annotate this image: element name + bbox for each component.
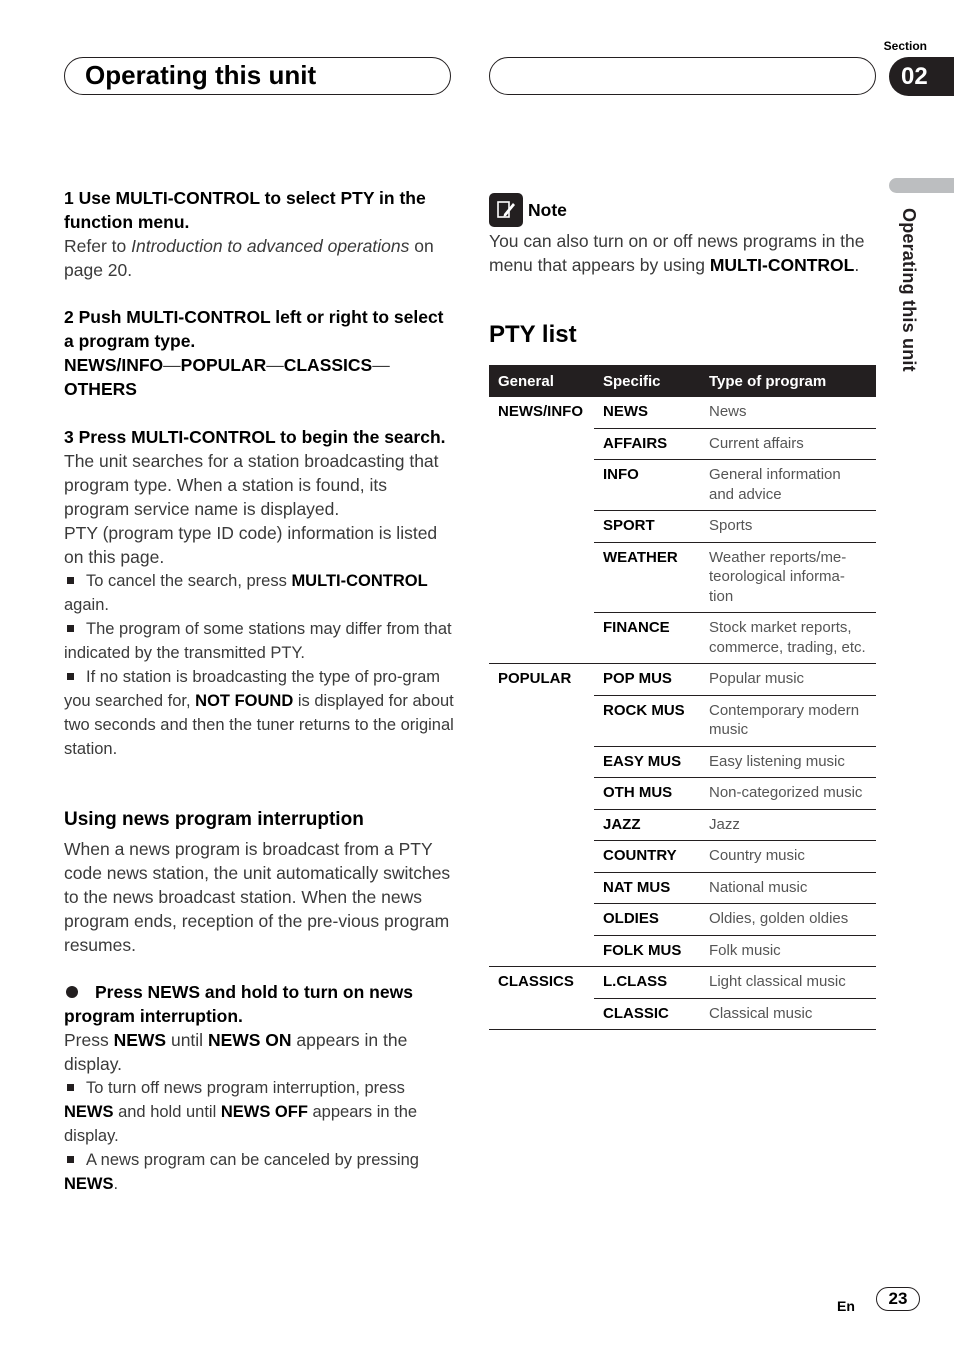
body-text: Press [64,1030,114,1050]
pty-table-body [489,397,876,1030]
type-cell: Oldies, golden oldies [700,904,876,936]
specific-cell: COUNTRY [594,841,700,873]
specific-cell: FOLK MUS [594,935,700,967]
table-row [489,841,876,873]
table-row [489,511,876,543]
bullet-text: . [113,1175,119,1193]
header-empty-pill [489,57,876,95]
step1-heading: 1 Use MULTI-CONTROL to select PTY in the function menu. [64,188,426,232]
separator: — [266,355,284,375]
type-cell: Light classical music [700,967,876,999]
general-cell [489,872,594,904]
specific-cell: CLASSIC [594,998,700,1030]
type-popular: POPULAR [180,355,267,375]
specific-cell: INFO [594,460,700,511]
note-body [489,229,877,277]
type-news-info: NEWS/INFO [64,355,164,375]
table-row [489,397,876,428]
step3-bullet3 [64,665,454,761]
general-cell: CLASSICS [489,967,594,999]
right-column [489,192,877,1030]
general-cell [489,998,594,1030]
type-cell: General information and advice [700,460,876,511]
bullet-bold: NEWS [64,1103,114,1121]
news-action-body [64,1028,454,1076]
specific-cell: OLDIES [594,904,700,936]
general-cell [489,428,594,460]
general-cell [489,542,594,613]
type-cell: National music [700,872,876,904]
specific-cell: NAT MUS [594,872,700,904]
news-body: When a news program is broadcast from a PTY code news station, the unit automatically switches to the news broadcast station. When the news program ends, reception of the pre-vious program resumes. [64,839,451,955]
table-row [489,904,876,936]
body-text: until [166,1030,208,1050]
specific-cell: JAZZ [594,809,700,841]
step3-bullet2 [64,617,454,665]
general-cell [489,695,594,746]
bullet-bold: NEWS [64,1175,114,1193]
step1-body-suffix: on page 20. [64,236,434,280]
bullet-text: again. [64,596,109,614]
step2-type-sequence [64,353,454,401]
table-row [489,460,876,511]
specific-cell: NEWS [594,397,700,428]
section-label: Section [883,39,927,53]
type-cell: Popular music [700,664,876,696]
specific-cell: EASY MUS [594,746,700,778]
page-number: 23 [876,1287,920,1311]
bullet-bold: MULTI-CONTROL [291,572,428,590]
separator: — [163,355,181,375]
type-others: OTHERS [64,379,137,399]
table-row [489,428,876,460]
specific-cell: POP MUS [594,664,700,696]
general-cell: POPULAR [489,664,594,696]
step1-body-link-text: Introduction to advanced operations [131,236,410,256]
separator: — [372,355,390,375]
specific-cell: SPORT [594,511,700,543]
round-bullet-icon [66,986,78,998]
general-cell [489,613,594,664]
note-pencil-icon [489,193,523,227]
news-bullet1 [64,1076,454,1148]
general-cell [489,935,594,967]
general-cell [489,746,594,778]
pty-table [489,365,876,1030]
bullet-text: A news program can be canceled by pressing [86,1151,419,1169]
news-bullet2 [64,1148,454,1196]
bullet-bold: NOT FOUND [195,692,294,710]
square-bullet-icon [67,625,74,632]
specific-cell: ROCK MUS [594,695,700,746]
note-header [489,192,877,228]
body-bold: NEWS ON [207,1030,292,1050]
type-cell: Current affairs [700,428,876,460]
square-bullet-icon [67,1156,74,1163]
note-text: You can also turn on or off news programs in the menu that appears by using [489,231,865,275]
table-row [489,935,876,967]
general-cell: NEWS/INFO [498,403,583,420]
bullet-text: is displayed for about two seconds and then the tuner returns to the original station. [64,692,454,758]
page-title: Operating this unit [85,60,317,90]
general-cell [489,904,594,936]
bullet-text: The program of some stations may differ from that indicated by the transmitted PTY. [64,620,452,662]
step1-body-prefix: Refer to [64,236,132,256]
step3-heading: 3 Press MULTI-CONTROL to begin the search. [64,427,446,447]
table-row [489,998,876,1030]
bullet-text: appears in the display. [64,1103,418,1145]
news-action-text: Press NEWS and hold to turn on news program interruption. [64,982,413,1026]
type-cell: Jazz [700,809,876,841]
pty-list-title: PTY list [489,321,577,348]
table-row [489,695,876,746]
type-cell: Weather reports/me-teorological informa-tion [700,542,876,613]
left-column [64,186,454,1196]
news-action-heading [64,980,454,1028]
type-cell: News [700,397,876,428]
specific-cell: OTH MUS [594,778,700,810]
bullet-text: To turn off news program interruption, press [86,1079,405,1097]
specific-cell: FINANCE [594,613,700,664]
bullet-text: To cancel the search, press [86,572,292,590]
section-number-badge: 02 [889,57,954,96]
bullet-text: If no station is broadcasting the type of pro-gram you searched for, [64,668,441,710]
side-tab-text: Operating this unit [899,208,919,372]
square-bullet-icon [67,577,74,584]
type-cell: Classical music [700,998,876,1030]
table-row [489,613,876,664]
type-cell: Country music [700,841,876,873]
page-language: En [837,1298,855,1314]
type-classics: CLASSICS [283,355,373,375]
general-cell [489,511,594,543]
step3-bullet1 [64,569,454,617]
table-row [489,872,876,904]
step1-body [64,234,454,282]
table-row [489,664,876,696]
step3-body1: The unit searches for a station broadcasting that program type. When a station is found, its program service name is displayed. [64,451,439,519]
type-cell: Sports [700,511,876,543]
body-text: appears in the display. [64,1030,408,1074]
note-text: . [854,255,860,275]
bullet-bold: NEWS OFF [220,1103,308,1121]
type-cell: Folk music [700,935,876,967]
col-specific: Specific [594,365,700,397]
news-subheading: Using news program interruption [64,809,364,830]
specific-cell: L.CLASS [594,967,700,999]
col-general: General [489,365,594,397]
note-bold: MULTI-CONTROL [709,255,855,275]
pty-table-header [489,365,876,397]
general-cell [489,460,594,511]
body-bold: NEWS [113,1030,167,1050]
table-row [489,809,876,841]
type-cell: Non-categorized music [700,778,876,810]
general-cell [489,841,594,873]
square-bullet-icon [67,1084,74,1091]
table-row [489,746,876,778]
type-cell: Contemporary modern music [700,695,876,746]
side-tab-marker [889,178,954,193]
bullet-text: and hold until [113,1103,221,1121]
type-cell: Stock market reports, commerce, trading, etc. [700,613,876,664]
note-title: Note [528,199,567,220]
specific-cell: AFFAIRS [594,428,700,460]
table-row [489,967,876,999]
general-cell [489,809,594,841]
specific-cell: WEATHER [594,542,700,613]
table-row [489,778,876,810]
step3-body2: PTY (program type ID code) information is listed on this page. [64,523,438,567]
general-cell [489,778,594,810]
square-bullet-icon [67,673,74,680]
page-title-pill [64,57,451,95]
step2-heading: 2 Push MULTI-CONTROL left or right to select a program type. [64,307,444,351]
col-type: Type of program [700,365,876,397]
type-cell: Easy listening music [700,746,876,778]
table-row [489,542,876,613]
